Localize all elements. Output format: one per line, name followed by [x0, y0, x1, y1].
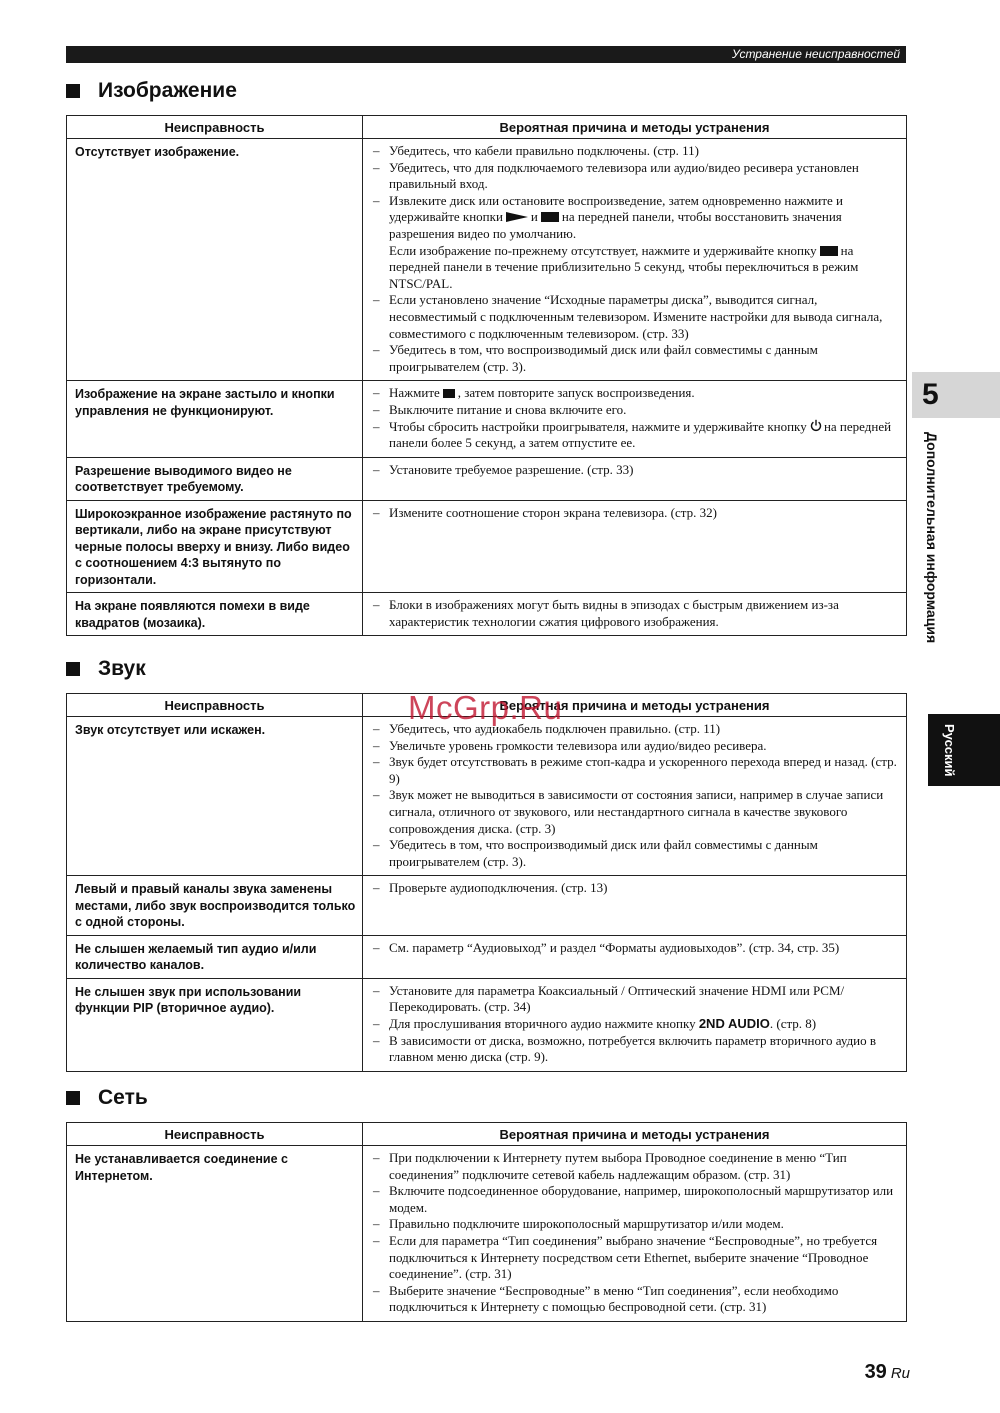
section-title-sound	[66, 656, 146, 682]
table-row	[67, 935, 907, 978]
header-cause: Вероятная причина и методы устранения	[363, 1123, 907, 1146]
cause-text: Если изображение по-прежнему отсутствует, нажмите и удерживайте кнопку	[389, 242, 817, 258]
cause-text: на передней панели, чтобы восстановить значения разрешения видео по умолчанию.	[389, 209, 842, 241]
problem-cell: Не слышен звук при использовании функции PIP (вторичное аудио).	[67, 978, 363, 1071]
cause-item: – Установите для параметра Коаксиальный / Оптический значение HDMI или PCM/Перекодировать. (стр. 34)	[371, 983, 900, 1016]
cause-item: – Звук будет отсутствовать в режиме стоп-кадра и ускоренного перехода вперед и назад. (стр. 9)	[371, 754, 900, 787]
square-bullet-icon	[66, 84, 80, 98]
problem-cell: Изображение на экране застыло и кнопки управления не функционируют.	[67, 381, 363, 457]
cause-text: на передней панели в течение приблизительно 5 секунд, чтобы переключиться в режим NTSC/PAL.	[389, 242, 859, 291]
language-tab	[928, 714, 1000, 786]
page-suffix: Ru	[890, 1365, 910, 1382]
cause-item: – Убедитесь, что для подключаемого телевизора или аудио/видео ресивера установлен правильный вход.	[371, 160, 900, 193]
cause-text: Извлеките диск или остановите воспроизведение, затем одновременно нажмите и удерживайте кнопки	[389, 192, 843, 225]
stop-icon	[541, 212, 559, 222]
page-number-value: 39	[864, 1361, 887, 1383]
cause-item: – Увеличьте уровень громкости телевизора или аудио/видео ресивера.	[371, 738, 900, 755]
causes-cell	[363, 978, 907, 1071]
cause-item: – Убедитесь в том, что воспроизводимый диск или файл совместимы с данным проигрывателем (стр. 3).	[371, 342, 900, 375]
header-cause: Вероятная причина и методы устранения	[363, 116, 907, 139]
cause-text: и	[530, 209, 538, 225]
causes-cell	[363, 457, 907, 500]
cause-item: – Убедитесь, что кабели правильно подключены. (стр. 11)	[371, 143, 900, 160]
image-troubleshooting-table	[66, 115, 907, 636]
stop-icon	[820, 246, 838, 256]
table-row	[67, 593, 907, 636]
causes-cell	[363, 381, 907, 457]
cause-item: – Установите требуемое разрешение. (стр. 33)	[371, 462, 900, 479]
language-label: Русский	[942, 723, 957, 777]
section-title-network	[66, 1085, 148, 1111]
cause-item: – Выключите питание и снова включите его.	[371, 402, 900, 419]
section-title-text: Звук	[98, 657, 146, 680]
causes-cell	[363, 500, 907, 593]
table-row	[67, 876, 907, 936]
cause-item: – Проверьте аудиоподключения. (стр. 13)	[371, 880, 900, 897]
cause-item: – При подключении к Интернету путем выбора Проводное соединение в меню “Тип соединения” подключите сетевой кабель надлежащим образом. (стр. 31)	[371, 1150, 900, 1183]
problem-cell: Разрешение выводимого видео не соответствует требуемому.	[67, 457, 363, 500]
cause-item	[371, 385, 900, 402]
cause-text: на передней панели более 5 секунд, а затем отпустите ее.	[389, 418, 892, 451]
causes-cell	[363, 876, 907, 936]
problem-cell: Не слышен желаемый тип аудио и/или количество каналов.	[67, 935, 363, 978]
cause-item: – Если для параметра “Тип соединения” выбрано значение “Беспроводные”, но требуется подключиться к Интернету посредством сети Ethernet, выберите значение “Проводное соединение”. (стр. 31)	[371, 1233, 900, 1283]
cause-item: – См. параметр “Аудиовыход” и раздел “Форматы аудиовыходов”. (стр. 34, стр. 35)	[371, 940, 900, 957]
table-header-row	[67, 1123, 907, 1146]
table-row	[67, 717, 907, 876]
running-header: Устранение неисправностей	[66, 46, 906, 63]
cause-item: – Убедитесь в том, что воспроизводимый диск или файл совместимы с данным проигрывателем (стр. 3).	[371, 837, 900, 870]
causes-cell	[363, 139, 907, 381]
table-row	[67, 139, 907, 381]
play-icon	[506, 212, 528, 222]
cause-item: – Если установлено значение “Исходные параметры диска”, выводится сигнал, несовместимый с подключенным телевизором. Измените настройки для вывода сигнала, совместимого с подключенным телевизором. (стр. 33)	[371, 292, 900, 342]
problem-cell: Левый и правый каналы звука заменены местами, либо звук воспроизводится только с одной стороны.	[67, 876, 363, 936]
power-icon	[810, 419, 822, 432]
cause-item	[371, 193, 900, 293]
causes-cell	[363, 593, 907, 636]
header-problem: Неисправность	[67, 1123, 363, 1146]
sound-troubleshooting-table	[66, 693, 907, 1072]
cause-item: – Выберите значение “Беспроводные” в меню “Тип соединения”, если необходимо подключиться к Интернету с помощью беспроводной сети. (стр. 31)	[371, 1283, 900, 1316]
problem-cell: Звук отсутствует или искажен.	[67, 717, 363, 876]
network-troubleshooting-table	[66, 1122, 907, 1322]
header-problem: Неисправность	[67, 116, 363, 139]
problem-cell: Не устанавливается соединение с Интернетом.	[67, 1146, 363, 1322]
problem-cell: Широкоэкранное изображение растянуто по вертикали, либо на экране присутствуют черные полосы вверху и внизу. Либо видео с соотношением 4:3 вытянуто по горизонтали.	[67, 500, 363, 593]
chapter-number: 5	[912, 372, 1000, 418]
table-row	[67, 500, 907, 593]
stop-icon	[443, 389, 455, 398]
table-row	[67, 381, 907, 457]
table-header-row	[67, 116, 907, 139]
causes-cell	[363, 1146, 907, 1322]
cause-item: – Убедитесь, что аудиокабель подключен правильно. (стр. 11)	[371, 721, 900, 738]
button-name-2nd-audio: 2ND AUDIO	[698, 1016, 770, 1032]
square-bullet-icon	[66, 662, 80, 676]
cause-text: , затем повторите запуск воспроизведения.	[457, 385, 695, 401]
chapter-title-vertical: Дополнительная информация	[924, 432, 940, 644]
causes-cell	[363, 935, 907, 978]
causes-cell	[363, 717, 907, 876]
watermark: McGrp.Ru	[408, 689, 563, 726]
cause-item: – В зависимости от диска, возможно, потребуется включить параметр вторичного аудио в главном меню диска (стр. 9).	[371, 1033, 900, 1066]
cause-text: Для прослушивания вторичного аудио нажмите кнопку	[389, 1016, 696, 1032]
cause-item: – Звук может не выводиться в зависимости от состояния записи, например в случае записи сигнала, отличного от звукового, или нестандартного сигнала в качестве звукового сопровождения диска. (стр. 3)	[371, 787, 900, 837]
cause-text: Нажмите	[389, 385, 440, 401]
section-title-text: Изображение	[98, 79, 237, 102]
section-title-image	[66, 78, 237, 104]
table-row	[67, 1146, 907, 1322]
square-bullet-icon	[66, 1091, 80, 1105]
cause-item	[371, 419, 900, 452]
problem-cell: Отсутствует изображение.	[67, 139, 363, 381]
section-title-text: Сеть	[98, 1086, 148, 1109]
table-row	[67, 457, 907, 500]
cause-item	[371, 1016, 900, 1033]
header-problem: Неисправность	[67, 694, 363, 717]
page-number	[840, 1358, 910, 1386]
cause-item: – Правильно подключите широкополосный маршрутизатор и/или модем.	[371, 1216, 900, 1233]
cause-item: – Включите подсоединенное оборудование, например, широкополосный маршрутизатор или модем.	[371, 1183, 900, 1216]
cause-item: – Измените соотношение сторон экрана телевизора. (стр. 32)	[371, 505, 900, 522]
header-cause: Вероятная причина и методы устранения	[363, 694, 907, 717]
cause-text: Чтобы сбросить настройки проигрывателя, нажмите и удерживайте кнопку	[389, 418, 807, 434]
cause-item: – Блоки в изображениях могут быть видны в эпизодах с быстрым движением из-за характеристик технологии сжатия цифрового изображения.	[371, 597, 900, 630]
cause-text: . (стр. 8)	[769, 1016, 817, 1032]
table-row	[67, 978, 907, 1071]
problem-cell: На экране появляются помехи в виде квадратов (мозаика).	[67, 593, 363, 636]
